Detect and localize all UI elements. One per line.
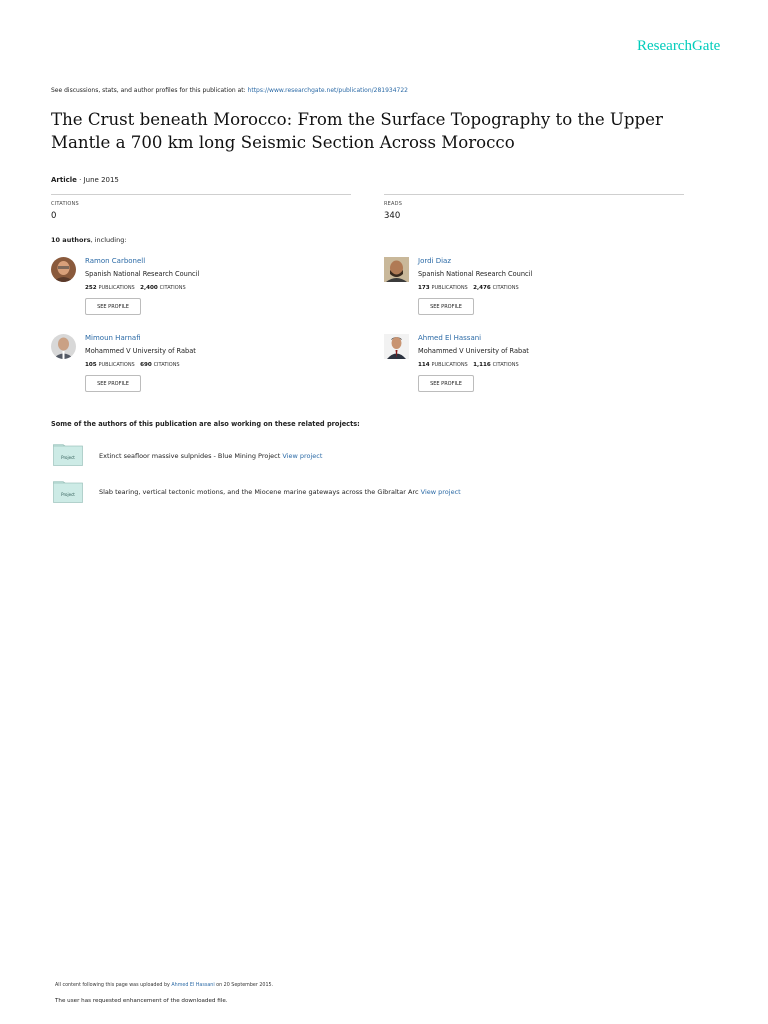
discussion-line	[51, 87, 408, 94]
reads-label: READS	[384, 201, 403, 207]
author-institution: Mohammed V University of Rabat	[418, 347, 529, 355]
author-name[interactable]: Mimoun Harnafi	[85, 334, 141, 342]
author-card	[51, 257, 371, 317]
avatar[interactable]	[384, 257, 409, 282]
author-name[interactable]: Jordi Diaz	[418, 257, 452, 265]
author-stats	[418, 285, 519, 291]
citations-count: 1,116	[473, 362, 491, 368]
author-stats	[85, 362, 180, 368]
citations-count-label: CITATIONS	[159, 285, 186, 291]
related-projects-heading: Some of the authors of this publication are also working on these related projects:	[51, 420, 360, 428]
publication-meta	[51, 176, 119, 184]
project-folder-icon[interactable]	[53, 444, 83, 466]
citations-divider	[51, 194, 351, 195]
see-profile-button[interactable]: SEE PROFILE	[85, 298, 141, 315]
publications-count: 114	[418, 362, 430, 368]
publications-count: 252	[85, 285, 97, 291]
citations-label: CITATIONS	[51, 201, 79, 207]
author-stats	[85, 285, 186, 291]
citations-count-label: CITATIONS	[492, 285, 519, 291]
reads-value: 340	[384, 211, 401, 221]
reads-divider	[384, 194, 684, 195]
upload-suffix: on 20 September 2015.	[214, 983, 274, 988]
publication-url-link[interactable]: https://www.researchgate.net/publication/281934722	[247, 87, 408, 94]
publications-count: 173	[418, 285, 430, 291]
authors-heading	[51, 236, 127, 244]
view-project-link[interactable]: View project	[420, 488, 461, 496]
see-profile-button[interactable]: SEE PROFILE	[418, 298, 474, 315]
publication-date: · June 2015	[76, 176, 119, 184]
avatar[interactable]	[51, 334, 76, 359]
project-folder-icon[interactable]	[53, 481, 83, 503]
project-item	[99, 452, 322, 460]
discussion-prefix: See discussions, stats, and author profiles for this publication at:	[51, 87, 248, 94]
publication-title: The Crust beneath Morocco: From the Surface Topography to the Upper Mantle a 700 km long Seismic Section Across Morocco	[51, 110, 663, 152]
author-institution: Spanish National Research Council	[418, 270, 533, 278]
enhancement-note: The user has requested enhancement of the downloaded file.	[55, 998, 228, 1004]
uploader-link[interactable]: Ahmed El Hassani	[171, 983, 215, 988]
researchgate-logo[interactable]: ResearchGate	[637, 38, 721, 54]
project-icon-label: Project	[61, 492, 75, 497]
upload-prefix: All content following this page was uploaded by	[55, 983, 172, 988]
project-title: Extinct seafloor massive sulpnides - Blue Mining Project	[99, 452, 283, 460]
author-card	[384, 257, 704, 317]
project-title: Slab tearing, vertical tectonic motions, and the Miocene marine gateways across the Gibraltar Arc	[99, 488, 421, 496]
authors-count: 10 authors	[51, 236, 91, 244]
author-stats	[418, 362, 519, 368]
avatar[interactable]	[51, 257, 76, 282]
author-card	[51, 334, 371, 394]
publication-type: Article	[51, 176, 77, 184]
publications-label: PUBLICATIONS	[98, 362, 135, 368]
publications-count: 105	[85, 362, 97, 368]
citations-count: 690	[140, 362, 152, 368]
author-institution: Mohammed V University of Rabat	[85, 347, 196, 355]
publications-label: PUBLICATIONS	[431, 362, 468, 368]
author-name[interactable]: Ramon Carbonell	[85, 257, 146, 265]
author-institution: Spanish National Research Council	[85, 270, 200, 278]
project-icon-label: Project	[61, 455, 75, 460]
citations-count: 2,476	[473, 285, 491, 291]
citations-value: 0	[51, 211, 57, 221]
publications-label: PUBLICATIONS	[98, 285, 135, 291]
upload-note	[55, 983, 273, 988]
citations-count-label: CITATIONS	[153, 362, 180, 368]
see-profile-button[interactable]: SEE PROFILE	[418, 375, 474, 392]
see-profile-button[interactable]: SEE PROFILE	[85, 375, 141, 392]
author-card	[384, 334, 704, 394]
citations-count-label: CITATIONS	[492, 362, 519, 368]
citations-count: 2,400	[140, 285, 158, 291]
authors-suffix: , including:	[90, 236, 127, 244]
publications-label: PUBLICATIONS	[431, 285, 468, 291]
project-item	[99, 488, 461, 496]
avatar[interactable]	[384, 334, 409, 359]
author-name[interactable]: Ahmed El Hassani	[418, 334, 482, 342]
view-project-link[interactable]: View project	[282, 452, 323, 460]
